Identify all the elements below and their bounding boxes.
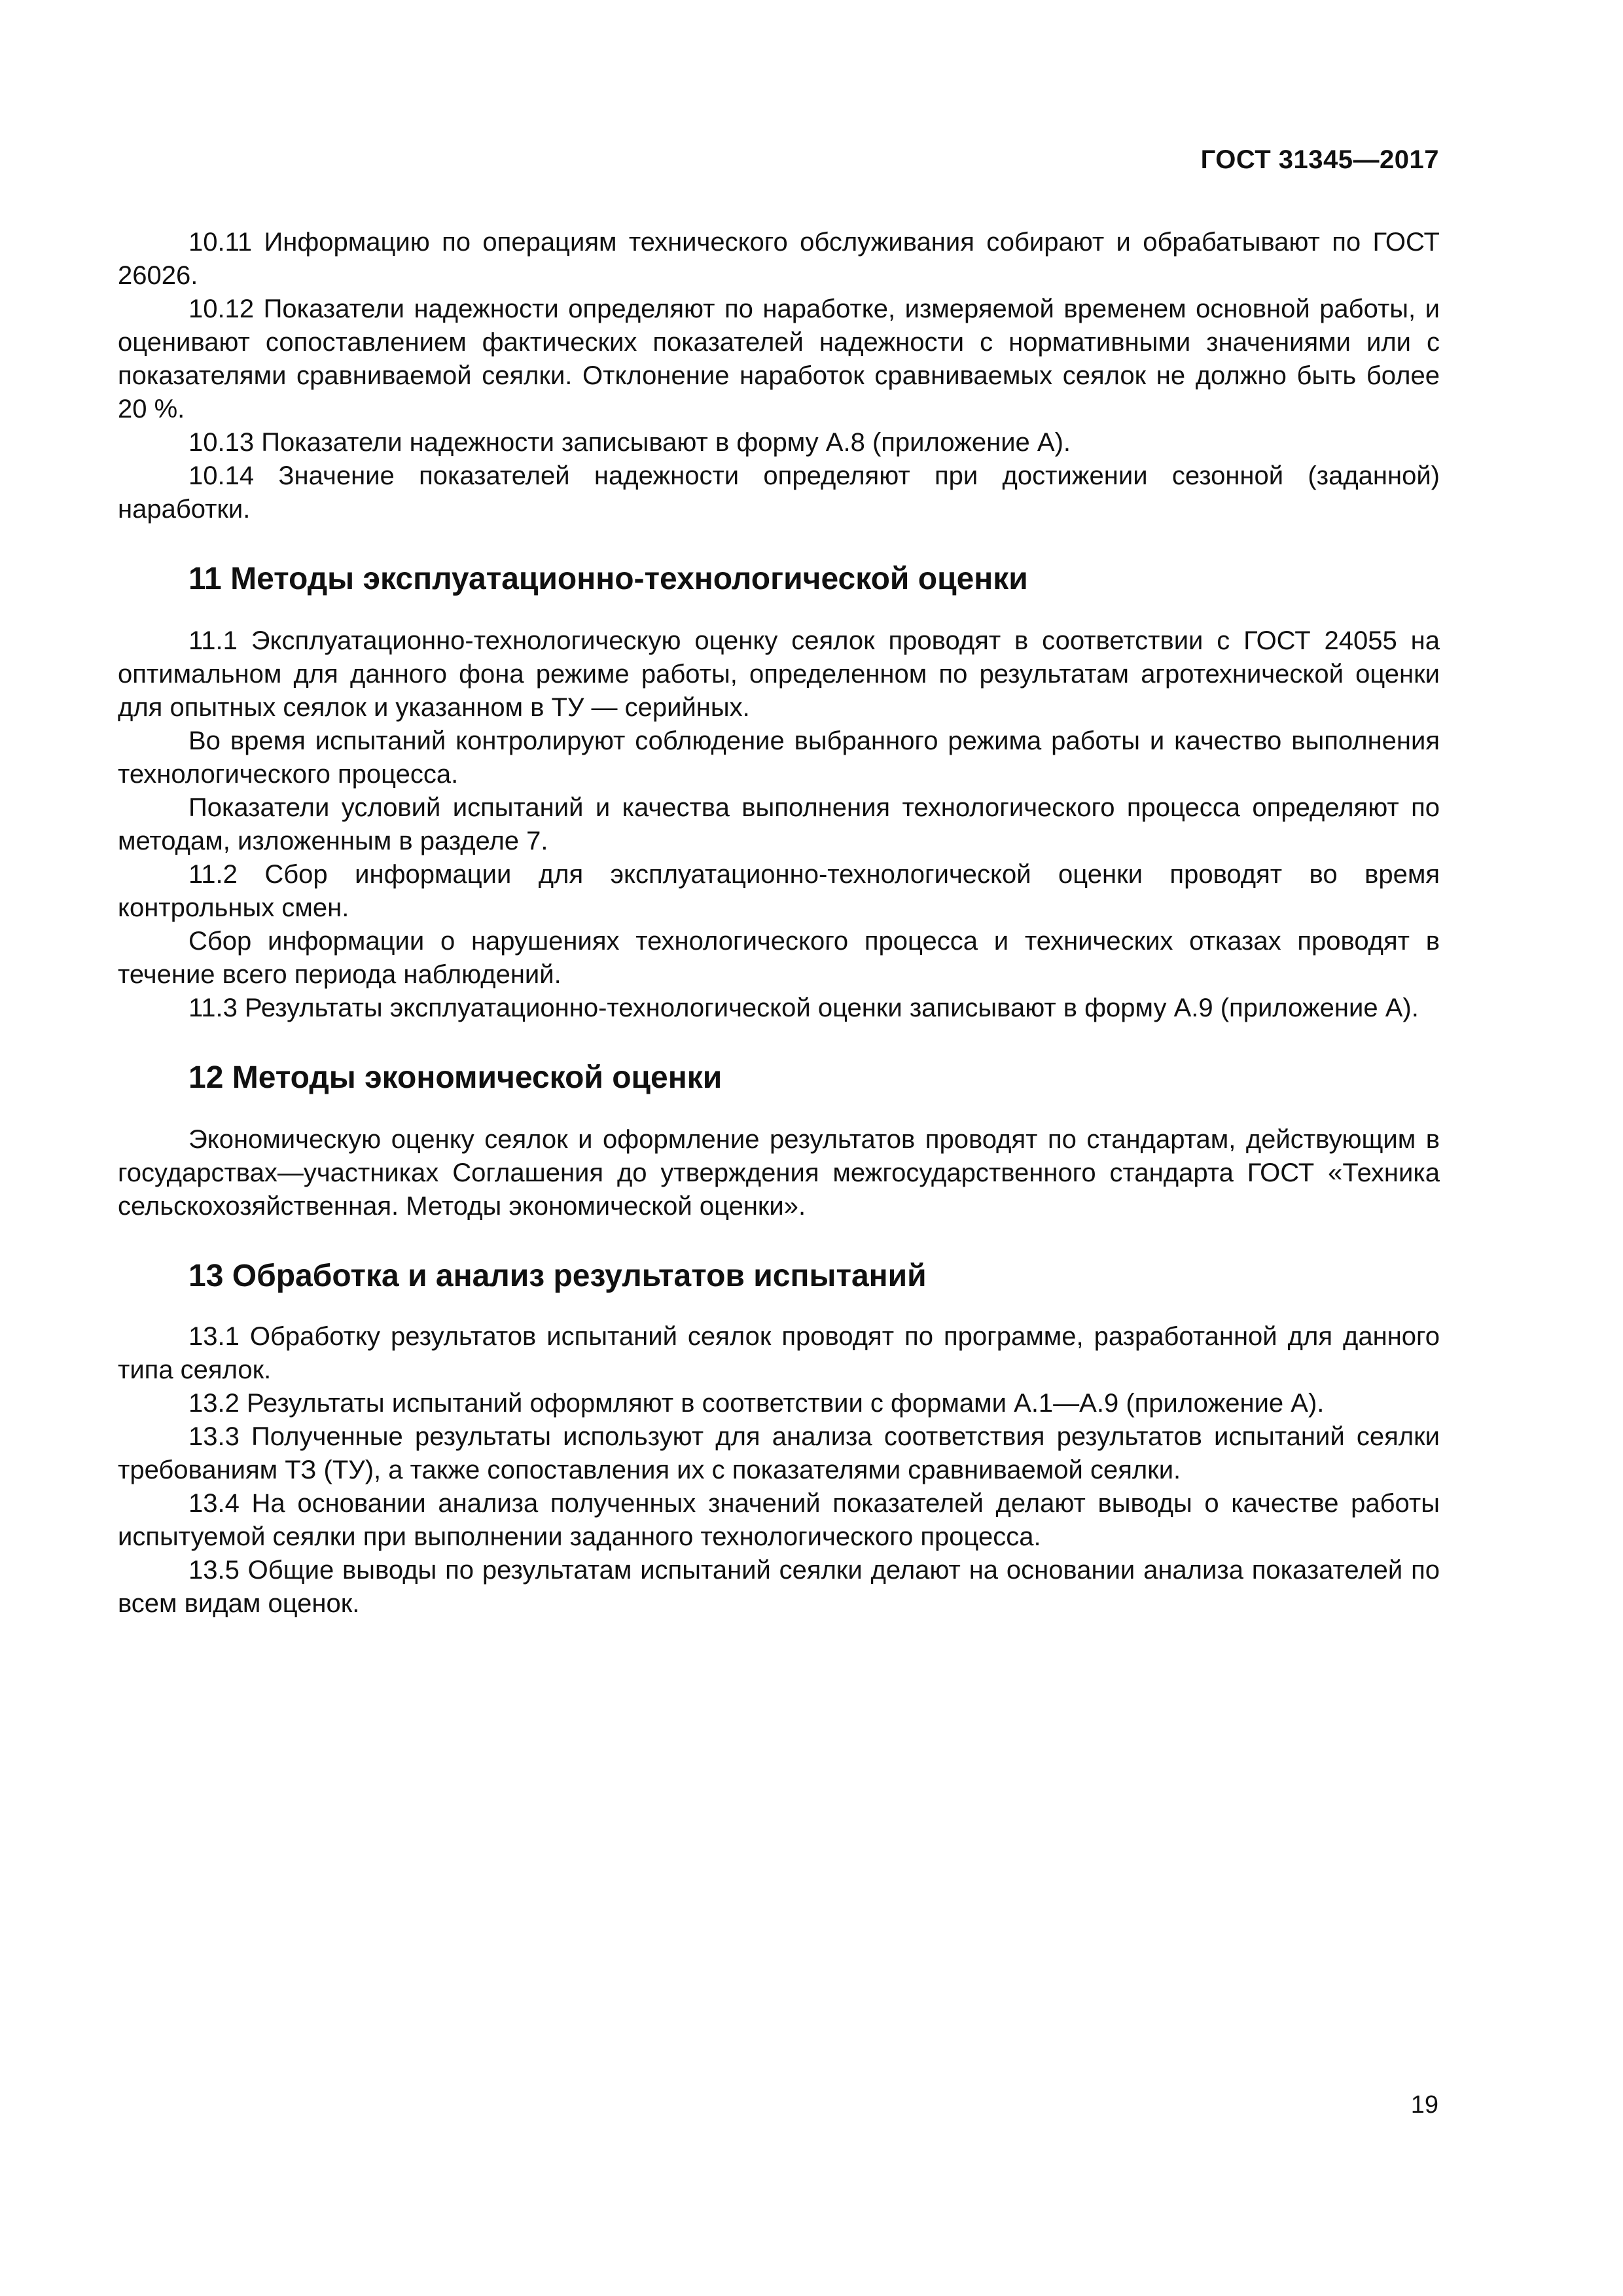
paragraph-10-12: 10.12 Показатели надежности определяют по наработке, измеряемой временем основной работы, и оценивают сопоставлением фактических показателей надежности с нормативными значениями или с показателями сравниваемой сеялки. Отклонение наработок сравниваемых сеялок не должно быть более 20 %. [118, 295, 1440, 423]
paragraph-11-2-failures: Сбор информации о нарушениях технологического процесса и технических отказах проводят в течение всего периода наблюдений. [118, 927, 1440, 989]
paragraph-13-2: 13.2 Результаты испытаний оформляют в соответствии с формами А.1—А.9 (приложение А). [188, 1389, 1325, 1418]
section-12-heading: 12 Методы экономической оценки [188, 1060, 722, 1095]
paragraph-13-4: 13.4 На основании анализа полученных значений показателей делают выводы о качестве работы испытуемой сеялки при выполнении заданного технологического процесса. [118, 1489, 1440, 1551]
paragraph-11-1: 11.1 Эксплуатационно-технологическую оценку сеялок проводят в соответствии с ГОСТ 24055 на оптимальном для данного фона режиме работы, определенном по результатам агротехнической оценки для опытных сеялок и указанном в ТУ — серийных. [118, 626, 1440, 722]
paragraph-11-2: 11.2 Сбор информации для эксплуатационно-технологической оценки проводят во время контрольных смен. [118, 860, 1440, 922]
page-content [118, 226, 1440, 1621]
paragraph-13-3: 13.3 Полученные результаты используют для анализа соответствия результатов испытаний сеялки требованиям ТЗ (ТУ), а также сопоставления их с показателями сравниваемой сеялки. [118, 1422, 1440, 1484]
page-number: 19 [1410, 2091, 1438, 2119]
standard-number-header: ГОСТ 31345—2017 [1200, 145, 1439, 174]
section-13-heading: 13 Обработка и анализ результатов испытаний [188, 1259, 927, 1293]
section-11-heading: 11 Методы эксплуатационно-технологической оценки [188, 562, 1028, 596]
paragraph-10-14: 10.14 Значение показателей надежности определяют при достижении сезонной (заданной) наработки. [118, 461, 1440, 524]
paragraph-10-13: 10.13 Показатели надежности записывают в форму А.8 (приложение А). [188, 428, 1071, 457]
paragraph-11-3: 11.3 Результаты эксплуатационно-технологической оценки записывают в форму А.9 (приложение А). [188, 994, 1419, 1022]
paragraph-13-1: 13.1 Обработку результатов испытаний сеялок проводят по программе, разработанной для данного типа сеялок. [118, 1322, 1440, 1384]
paragraph-10-11: 10.11 Информацию по операциям технического обслуживания собирают и обрабатывают по ГОСТ 26026. [118, 228, 1440, 290]
paragraph-11-1-control: Во время испытаний контролируют соблюдение выбранного режима работы и качество выполнения технологического процесса. [118, 726, 1440, 789]
paragraph-11-1-indicators: Показатели условий испытаний и качества выполнения технологического процесса определяют по методам, изложенным в разделе 7. [118, 793, 1440, 855]
paragraph-13-5: 13.5 Общие выводы по результатам испытаний сеялки делают на основании анализа показателей по всем видам оценок. [118, 1556, 1440, 1618]
paragraph-12: Экономическую оценку сеялок и оформление результатов проводят по стандартам, действующим в государствах—участниках Соглашения до утверждения межгосударственного стандарта ГОСТ «Техника сельскохозяйственная. Методы экономической оценки». [118, 1125, 1440, 1221]
